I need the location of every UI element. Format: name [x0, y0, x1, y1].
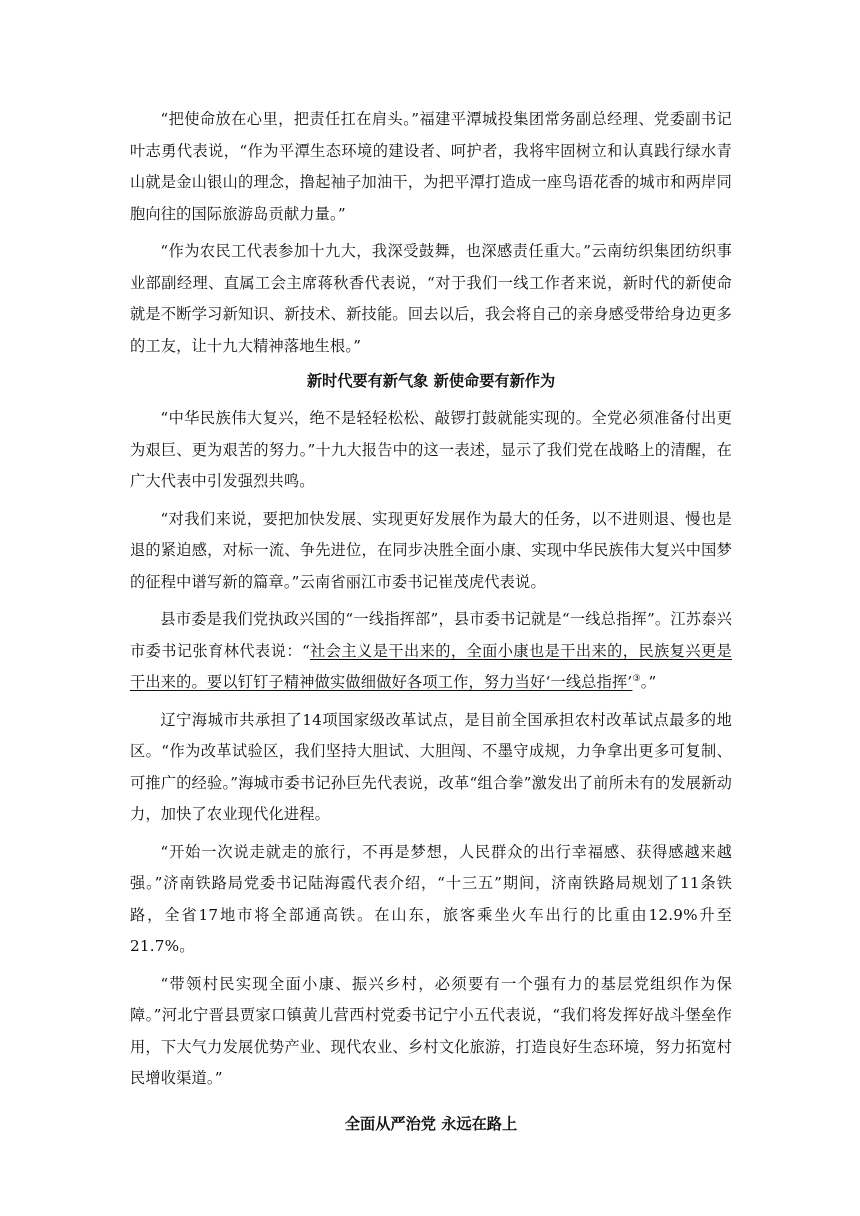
paragraph: “开始一次说走就走的旅行，不再是梦想，人民群众的出行幸福感、获得感越来越强。”济南铁路局党委书记陆海霞代表介绍，“十三五”期间，济南铁路局规划了11条铁路，全省17地市将全部通高铁。在山东，旅客乘坐火车出行的比重由12.9%升至21.7%。	[130, 842, 732, 955]
article-body	[130, 104, 732, 1146]
paragraph: “中华民族伟大复兴，绝不是轻轻松松、敲锣打鼓就能实现的。全党必须准备付出更为艰巨、更为艰苦的努力。”十九大报告中的这一表述，显示了我们党在战略上的清醒，在广大代表中引发强烈共鸣。	[130, 409, 732, 490]
paragraph: 辽宁海城市共承担了14项国家级改革试点，是目前全国承担农村改革试点最多的地区。“作为改革试验区，我们坚持大胆试、大胆闯、不墨守成规，力争拿出更多可复制、可推广的经验。”海城市委书记孙巨先代表说，改革“组合拳”激发出了前所未有的发展新动力，加快了农业现代化进程。	[130, 710, 732, 823]
paragraph-with-underline	[130, 604, 732, 699]
text-run: 县市委是我们党执政兴国的“一线指挥部”，县市委书记就是“一线总指挥”。江苏泰兴市委书记张育林代表说：“	[130, 610, 732, 660]
section-heading: 全面从严治党 永远在路上	[344, 1114, 518, 1133]
section-heading: 新时代要有新气象 新使命要有新作为	[306, 372, 556, 390]
footnote-marker: ③	[632, 673, 641, 684]
paragraph: “把使命放在心里，把责任扛在肩头。”福建平潭城投集团常务副总经理、党委副书记叶志勇代表说，“作为平潭生态环境的建设者、呵护者，我将牢固树立和认真践行绿水青山就是金山银山的理念，撸起袖子加油干，为把平潭打造成一座鸟语花香的城市和两岸同胞向往的国际旅游岛贡献力量。”	[130, 110, 732, 223]
paragraph: “带领村民实现全面小康、振兴乡村，必须要有一个强有力的基层党组织作为保障。”河北宁晋县贾家口镇黄儿营西村党委书记宁小五代表说，“我们将发挥好战斗堡垒作用，下大气力发展优势产业、现代农业、乡村文化旅游，打造良好生态环境，努力拓宽村民增收渠道。”	[130, 974, 732, 1087]
text-run: 。”	[640, 673, 657, 691]
paragraph: “作为农民工代表参加十九大，我深受鼓舞，也深感责任重大。”云南纺织集团纺织事业部副经理、直属工会主席蒋秋香代表说，“对于我们一线工作者来说，新时代的新使命就是不断学习新知识、新技术、新技能。回去以后，我会将自己的亲身感受带给身边更多的工友，让十九大精神落地生根。”	[130, 242, 732, 355]
paragraph: “对我们来说，要把加快发展、实现更好发展作为最大的任务，以不进则退、慢也是退的紧迫感，对标一流、争先进位，在同步决胜全面小康、实现中华民族伟大复兴中国梦的征程中谱写新的篇章。”云南省丽江市委书记崔茂虎代表说。	[130, 509, 732, 591]
underlined-quote: 社会主义是干出来的，全面小康也是干出来的，民族复兴更是干出来的。要以钉钉子精神做实做细做好各项工作，努力当好‘一线总指挥’	[130, 641, 732, 691]
